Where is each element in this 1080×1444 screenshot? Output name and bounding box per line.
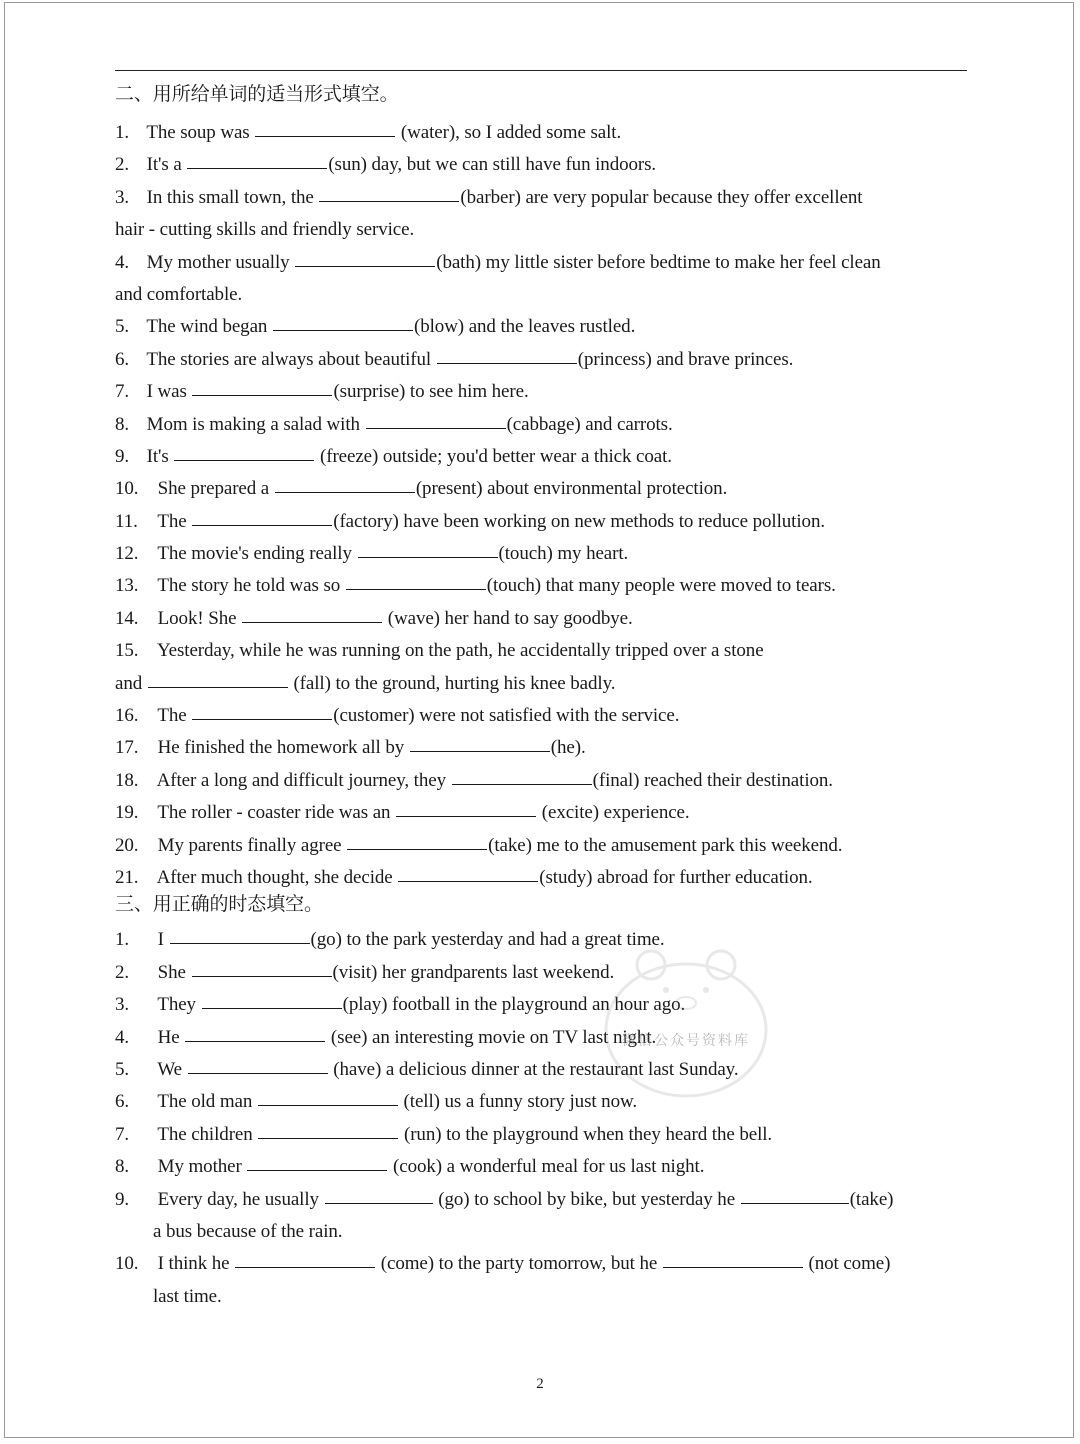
question-number: 3. [115, 186, 130, 208]
question-number: 1. [115, 929, 130, 951]
question-hint: (excite) experience. [537, 802, 690, 824]
question-text: After a long and difficult journey, they [156, 769, 446, 791]
worksheet-content [115, 78, 975, 1313]
question-hint: (customer) were not satisfied with the service. [333, 705, 680, 727]
question-number: 12. [115, 543, 139, 565]
question-hint: (cook) a wonderful meal for us last night. [388, 1156, 705, 1178]
question-hint: (take) [849, 1188, 894, 1210]
question-hint: (bath) my little sister before bedtime to make her feel clean [436, 251, 881, 273]
question-line [115, 924, 975, 956]
watermark-text: 微信公众号资料库 [622, 1033, 750, 1049]
question-text: She prepared a [157, 478, 270, 500]
question-text: He finished the homework all by [157, 737, 405, 759]
question-number: 9. [115, 1188, 130, 1210]
question-text: and [115, 672, 143, 694]
question-text: My mother usually [146, 251, 290, 273]
answer-blank[interactable] [174, 459, 314, 461]
answer-blank[interactable] [255, 135, 395, 137]
question-hint: (take) me to the amusement park this weekend. [488, 834, 843, 856]
question-line [115, 1248, 975, 1280]
answer-blank[interactable] [247, 1169, 387, 1171]
question-hint: (touch) my heart. [498, 543, 629, 565]
question-continuation: and comfortable. [115, 283, 243, 305]
answer-blank[interactable] [273, 329, 413, 331]
question-line [115, 376, 975, 408]
answer-blank[interactable] [235, 1266, 375, 1268]
question-text: Yesterday, while he was running on the path, he accidentally tripped over a stone [156, 640, 764, 662]
question-line [115, 700, 975, 732]
answer-blank[interactable] [242, 621, 382, 623]
question-hint: (freeze) outside; you'd better wear a thick coat. [315, 445, 672, 467]
question-text: (go) to school by bike, but yesterday he [433, 1188, 736, 1210]
section-tenses [115, 924, 975, 1313]
question-text: The children [157, 1123, 253, 1145]
question-number: 15. [115, 640, 139, 662]
question-line [115, 149, 975, 181]
question-hint: (he). [550, 737, 586, 759]
question-number: 8. [115, 413, 130, 435]
answer-blank[interactable] [346, 588, 486, 590]
question-line [115, 797, 975, 829]
question-number: 20. [115, 834, 139, 856]
question-text: The story he told was so [157, 575, 341, 597]
question-number: 5. [115, 1058, 130, 1080]
question-number: 19. [115, 802, 139, 824]
answer-blank[interactable] [192, 524, 332, 526]
question-line [115, 1151, 975, 1183]
question-text: Every day, he usually [157, 1188, 319, 1210]
answer-blank[interactable] [192, 718, 332, 720]
question-text: The old man [157, 1091, 253, 1113]
question-line [115, 506, 975, 538]
answer-blank[interactable] [192, 975, 332, 977]
question-hint: (water), so I added some salt. [396, 122, 622, 143]
answer-blank[interactable] [170, 942, 310, 944]
question-continuation: a bus because of the rain. [153, 1220, 343, 1242]
question-line [115, 441, 975, 473]
section-heading-word-forms: 二、用所给单词的适当形式填空。 [115, 83, 399, 105]
question-line [115, 732, 975, 764]
question-number: 2. [115, 154, 130, 176]
question-number: 3. [115, 994, 130, 1016]
question-line [115, 409, 975, 441]
question-text: (come) to the party tomorrow, but he [376, 1253, 658, 1275]
question-text: He [157, 1026, 180, 1048]
question-text: The stories are always about beautiful [146, 348, 432, 370]
question-hint: (play) football in the playground an hour ago. [342, 994, 686, 1016]
question-line [115, 1054, 975, 1086]
question-text: My mother [157, 1156, 242, 1178]
answer-blank[interactable] [148, 686, 288, 688]
question-line [115, 635, 975, 667]
question-text: The [157, 705, 187, 727]
question-hint: (barber) are very popular because they offer excellent [460, 186, 863, 208]
question-number: 21. [115, 866, 139, 888]
question-hint: (present) about environmental protection. [415, 478, 728, 500]
question-text: We [157, 1058, 182, 1080]
question-line [115, 311, 975, 343]
question-line [115, 603, 975, 635]
question-text: My parents finally agree [157, 834, 342, 856]
answer-blank[interactable] [452, 783, 592, 785]
question-hint: (princess) and brave princes. [577, 348, 794, 370]
question-hint: (go) to the park yesterday and had a great time. [310, 929, 665, 951]
question-number: 10. [115, 1253, 139, 1275]
question-number: 11. [115, 510, 138, 532]
answer-blank[interactable] [410, 750, 550, 752]
question-continuation [115, 668, 975, 700]
question-line [115, 957, 975, 989]
question-text: The wind began [146, 316, 268, 338]
question-hint: (tell) us a funny story just now. [398, 1091, 638, 1113]
answer-blank[interactable] [396, 815, 536, 817]
question-line [115, 1022, 975, 1054]
question-continuation: last time. [153, 1285, 222, 1307]
question-line [115, 1086, 975, 1118]
question-hint: (final) reached their destination. [592, 769, 833, 791]
answer-blank[interactable] [325, 1202, 433, 1204]
answer-blank[interactable] [366, 427, 506, 429]
answer-blank[interactable] [187, 167, 327, 169]
question-text: In this small town, the [146, 186, 314, 208]
question-number: 16. [115, 705, 139, 727]
question-text: The movie's ending really [157, 543, 352, 565]
question-continuation: hair - cutting skills and friendly service. [115, 219, 415, 241]
question-number: 14. [115, 607, 139, 629]
question-hint: (run) to the playground when they heard the bell. [399, 1123, 773, 1145]
question-number: 4. [115, 251, 130, 273]
question-hint: (wave) her hand to say goodbye. [383, 607, 633, 629]
question-hint: (blow) and the leaves rustled. [413, 316, 636, 338]
question-hint: (surprise) to see him here. [333, 381, 529, 403]
page-number: 2 [536, 1376, 544, 1392]
question-number: 5. [115, 316, 130, 338]
question-hint: (fall) to the ground, hurting his knee badly. [288, 672, 616, 694]
answer-blank[interactable] [258, 1104, 398, 1106]
question-number: 13. [115, 575, 139, 597]
question-line [115, 473, 975, 505]
question-hint: (study) abroad for further education. [539, 866, 813, 888]
question-text: The soup was [146, 122, 250, 143]
question-hint: (factory) have been working on new methods to reduce pollution. [333, 510, 825, 532]
question-number: 7. [115, 381, 130, 403]
answer-blank[interactable] [358, 556, 498, 558]
section-heading-tenses: 三、用正确的时态填空。 [115, 893, 323, 916]
question-number: 4. [115, 1026, 130, 1048]
question-text: I [157, 929, 164, 951]
section-word-forms [115, 117, 975, 894]
question-line [115, 344, 975, 376]
question-hint: (sun) day, but we can still have fun indoors. [328, 154, 657, 176]
question-line [115, 1184, 975, 1216]
question-text: It's a [146, 154, 182, 176]
answer-blank[interactable] [741, 1202, 849, 1204]
question-line [115, 989, 975, 1021]
answer-blank[interactable] [202, 1007, 342, 1009]
question-line [115, 247, 975, 279]
question-text: She [157, 961, 186, 983]
question-text: They [157, 994, 196, 1016]
question-text: Look! She [157, 607, 237, 629]
question-number: 10. [115, 478, 139, 500]
question-number: 6. [115, 348, 130, 370]
question-text: I was [146, 381, 187, 403]
answer-blank[interactable] [319, 200, 459, 202]
question-line [115, 570, 975, 602]
answer-blank[interactable] [192, 394, 332, 396]
question-hint: (visit) her grandparents last weekend. [332, 961, 615, 983]
question-line [115, 830, 975, 862]
question-hint: (not come) [803, 1253, 891, 1275]
question-number: 9. [115, 445, 130, 467]
question-hint: (see) an interesting movie on TV last night. [326, 1026, 657, 1048]
question-number: 18. [115, 769, 139, 791]
question-number: 8. [115, 1156, 130, 1178]
answer-blank[interactable] [347, 848, 487, 850]
question-number: 2. [115, 961, 130, 983]
question-line [115, 182, 975, 214]
question-line [115, 1119, 975, 1151]
answer-blank[interactable] [258, 1137, 398, 1139]
question-text: I think he [157, 1253, 230, 1275]
question-text: The roller - coaster ride was an [157, 802, 391, 824]
question-text: The [157, 510, 187, 532]
question-hint: (have) a delicious dinner at the restaurant last Sunday. [328, 1058, 739, 1080]
question-hint: (cabbage) and carrots. [506, 413, 673, 435]
question-line [115, 765, 975, 797]
question-text: Mom is making a salad with [146, 413, 360, 435]
question-hint: (touch) that many people were moved to tears. [486, 575, 836, 597]
question-number: 7. [115, 1123, 130, 1145]
answer-blank[interactable] [398, 880, 538, 882]
question-number: 1. [115, 122, 130, 143]
answer-blank[interactable] [295, 265, 435, 267]
answer-blank[interactable] [437, 362, 577, 364]
question-number: 17. [115, 737, 139, 759]
answer-blank[interactable] [663, 1266, 803, 1268]
answer-blank[interactable] [188, 1072, 328, 1074]
answer-blank[interactable] [185, 1040, 325, 1042]
question-text: It's [146, 445, 169, 467]
question-text: After much thought, she decide [156, 866, 393, 888]
answer-blank[interactable] [275, 491, 415, 493]
question-number: 6. [115, 1091, 130, 1113]
question-line [115, 117, 975, 149]
header-rule [115, 70, 967, 71]
question-line [115, 538, 975, 570]
